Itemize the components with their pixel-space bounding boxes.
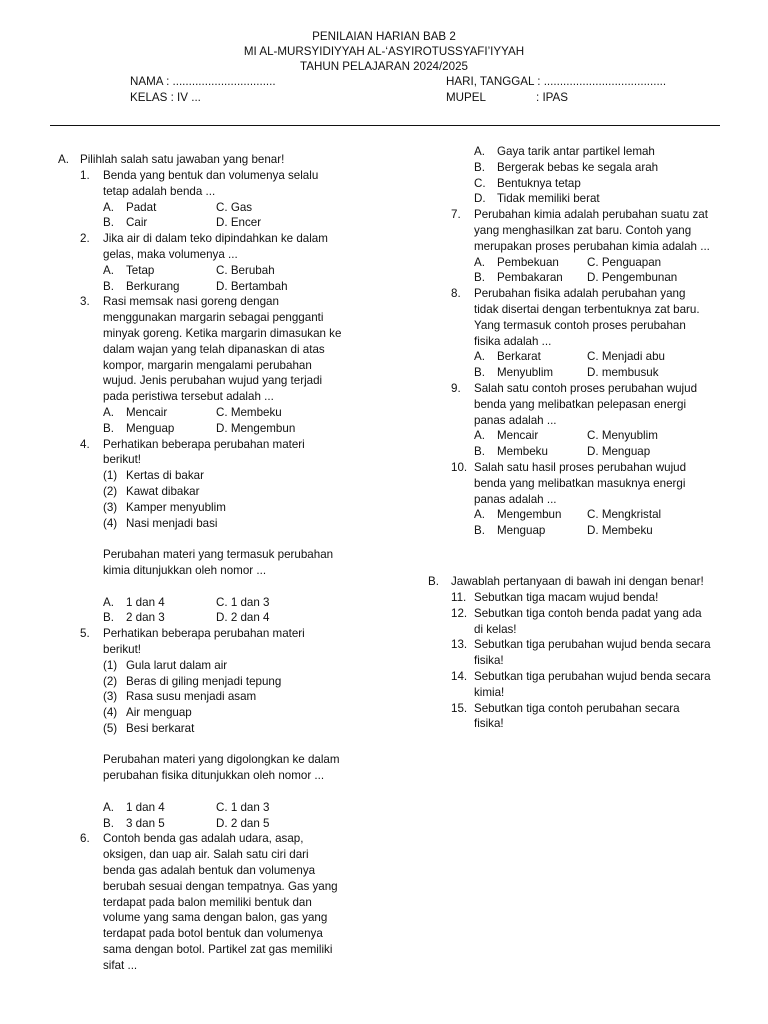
option-text: Cair xyxy=(126,216,148,230)
answer-option-row xyxy=(103,421,380,437)
question-q7 xyxy=(451,207,751,286)
question-text: Perhatikan beberapa perubahan materi xyxy=(103,437,305,451)
section-a-letter: A. xyxy=(58,153,69,166)
question-text-line xyxy=(80,942,380,958)
statement-item xyxy=(103,674,380,690)
spacer xyxy=(80,579,380,595)
option-text-right: C. Membeku xyxy=(216,405,282,419)
question-text-line xyxy=(451,302,751,318)
question-text: panas adalah ... xyxy=(474,492,557,506)
question-text-line xyxy=(451,334,751,350)
question-text-line xyxy=(451,476,751,492)
question-text: benda yang melibatkan masuknya energi xyxy=(474,476,686,490)
question-text: terdapat pada botol bentuk dan volumenya xyxy=(103,927,323,941)
question-text: berikut! xyxy=(103,453,142,467)
answer-option-row xyxy=(474,191,751,207)
option-letter: D. xyxy=(474,192,486,206)
question-prompt: Perubahan materi yang digolongkan ke dalam xyxy=(103,753,340,767)
option-letter: B. xyxy=(103,216,114,230)
statement-item xyxy=(103,484,380,500)
option-text-right: D. 2 dan 4 xyxy=(216,611,270,625)
question-text-line xyxy=(80,294,380,310)
option-text-right: D. Membeku xyxy=(587,524,653,538)
statement-number: (4) xyxy=(103,516,118,530)
question-text-line xyxy=(451,223,751,239)
question-text-line xyxy=(451,701,751,717)
section-b-letter: B. xyxy=(428,575,439,588)
header-divider xyxy=(50,125,720,126)
question-number: 3. xyxy=(80,295,90,309)
question-number: 13. xyxy=(451,638,468,652)
question-q2 xyxy=(80,231,380,294)
question-text-line xyxy=(451,413,751,429)
question-text: minyak goreng. Ketika margarin dimasukan ke xyxy=(103,326,342,340)
question-text: terdapat pada balon memiliki bentuk dan xyxy=(103,895,312,909)
question-number: 10. xyxy=(451,460,468,474)
statement-number: (1) xyxy=(103,469,118,483)
question-text: benda yang melibatkan pelepasan energi xyxy=(474,397,687,411)
answer-option-row xyxy=(103,200,380,216)
statement-number: (5) xyxy=(103,721,118,735)
question-prompt-line xyxy=(80,752,380,768)
statement-text: Kawat dibakar xyxy=(126,484,200,498)
question-text-line xyxy=(80,247,380,263)
question-text: oksigen, dan uap air. Salah satu ciri dari xyxy=(103,848,309,862)
question-text: Rasi memsak nasi goreng dengan xyxy=(103,295,279,309)
option-text-right: D. Menguap xyxy=(587,445,651,459)
question-q1 xyxy=(80,168,380,231)
question-q3 xyxy=(80,294,380,436)
statement-item xyxy=(103,689,380,705)
question-q15 xyxy=(451,701,751,733)
question-text-line xyxy=(80,168,380,184)
question-text: Perubahan fisika adalah perubahan yang xyxy=(474,287,686,301)
option-text-right: C. Menyublim xyxy=(587,429,658,443)
question-text-line xyxy=(80,910,380,926)
question-q13 xyxy=(451,637,751,669)
option-letter: A. xyxy=(474,145,485,158)
option-text-right: C. 1 dan 3 xyxy=(216,800,270,814)
question-text: yang menghasilkan zat baru. Contoh yang xyxy=(474,223,692,237)
answer-option-row xyxy=(474,507,751,523)
option-text-right: D. Mengembun xyxy=(216,421,296,435)
option-text-right: C. Penguapan xyxy=(587,255,662,269)
question-text-line xyxy=(80,342,380,358)
question-text-line xyxy=(80,958,380,974)
question-text-line xyxy=(80,926,380,942)
statement-text: Rasa susu menjadi asam xyxy=(126,690,257,704)
option-text: Menyublim xyxy=(497,366,554,380)
spacer xyxy=(80,737,380,753)
question-prompt: kimia ditunjukkan oleh nomor ... xyxy=(103,563,267,577)
question-text: Sebutkan tiga contoh benda padat yang ada xyxy=(474,606,702,620)
question-text-line xyxy=(451,492,751,508)
question-text-line xyxy=(451,460,751,476)
question-number: 6. xyxy=(80,832,90,846)
question-q4 xyxy=(80,437,380,627)
question-prompt: perubahan fisika ditunjukkan oleh nomor ... xyxy=(103,769,325,783)
question-text-line xyxy=(80,437,380,453)
question-text: fisika adalah ... xyxy=(474,334,552,348)
question-text: sifat ... xyxy=(103,958,138,972)
statement-text: Besi berkarat xyxy=(126,721,195,735)
answer-option-row xyxy=(103,816,380,832)
option-text-right: D. Pengembunan xyxy=(587,271,678,285)
question-text-line xyxy=(80,326,380,342)
statement-number: (2) xyxy=(103,484,118,498)
question-number: 9. xyxy=(451,381,461,395)
question-text-line xyxy=(80,452,380,468)
question-text-line xyxy=(80,184,380,200)
question-number: 8. xyxy=(451,287,461,301)
question-text-line xyxy=(80,389,380,405)
option-text-right: C. Mengkristal xyxy=(587,508,662,522)
option-text: 3 dan 5 xyxy=(126,816,165,830)
question-text-line xyxy=(451,669,751,685)
question-number: 4. xyxy=(80,437,90,451)
question-q9 xyxy=(451,381,751,460)
option-text-right: D. membusuk xyxy=(587,366,659,380)
question-text: di kelas! xyxy=(474,622,517,636)
answer-option-row xyxy=(103,263,380,279)
option-letter: B. xyxy=(474,445,485,459)
question-text-line xyxy=(80,358,380,374)
statement-text: Air menguap xyxy=(126,706,192,720)
question-text-line xyxy=(451,381,751,397)
statement-number: (1) xyxy=(103,658,118,672)
option-letter: A. xyxy=(103,595,114,609)
statement-item xyxy=(103,516,380,532)
question-text: Yang termasuk contoh proses perubahan xyxy=(474,318,686,332)
statement-number: (3) xyxy=(103,690,118,704)
question-text-line xyxy=(451,239,751,255)
option-letter: B. xyxy=(474,524,485,538)
statement-text: Kertas di bakar xyxy=(126,469,204,483)
answer-option-row xyxy=(474,428,751,444)
option-text: Bentuknya tetap xyxy=(497,176,581,190)
option-letter: C. xyxy=(474,176,486,190)
class-field: KELAS : IV ... xyxy=(130,91,201,104)
option-letter: A. xyxy=(474,508,485,522)
section-b-title: Jawablah pertanyaan di bawah ini dengan benar! xyxy=(451,575,704,588)
option-letter: B. xyxy=(103,279,114,293)
answer-option-row xyxy=(474,523,751,539)
question-number: 12. xyxy=(451,606,468,620)
statement-item xyxy=(103,500,380,516)
option-text: Bergerak bebas ke segala arah xyxy=(497,160,659,174)
question-text: panas adalah ... xyxy=(474,413,557,427)
option-letter: A. xyxy=(103,405,114,419)
answer-option-row xyxy=(474,160,751,176)
question-text-line xyxy=(80,373,380,389)
question-text: kompor, margarin mengalami perubahan xyxy=(103,358,312,372)
statement-text: Gula larut dalam air xyxy=(126,658,228,672)
question-q6 xyxy=(80,831,380,973)
question-text-line xyxy=(80,879,380,895)
left-column xyxy=(80,168,380,974)
question-text: benda gas adalah bentuk dan volumenya xyxy=(103,864,316,878)
question-text: Sebutkan tiga perubahan wujud benda secara xyxy=(474,638,711,652)
option-text: Mencair xyxy=(497,429,539,443)
question-text: berikut! xyxy=(103,642,142,656)
statement-item xyxy=(103,721,380,737)
option-text-right: D. Encer xyxy=(216,216,262,230)
date-field: HARI, TANGGAL : ...................................... xyxy=(446,75,667,88)
question-text-line xyxy=(80,231,380,247)
school-name: MI AL-MURSYIDIYYAH AL-‘ASYIROTUSSYAFI’IYYAH xyxy=(243,45,525,58)
question-text: sama dengan botol. Partikel zat gas memiliki xyxy=(103,943,333,957)
statement-number: (2) xyxy=(103,674,118,688)
option-letter: A. xyxy=(103,263,114,277)
option-letter: A. xyxy=(474,255,485,269)
question-q11 xyxy=(451,590,751,606)
question-text-line xyxy=(80,642,380,658)
option-letter: A. xyxy=(103,800,114,814)
option-text: Membeku xyxy=(497,445,548,459)
option-letter: A. xyxy=(103,200,114,214)
subject-value: : IPAS xyxy=(536,91,569,104)
option-text-right: C. 1 dan 3 xyxy=(216,595,270,609)
question-text-line xyxy=(451,716,751,732)
option-text-right: C. Gas xyxy=(216,200,253,214)
question-text-line xyxy=(451,207,751,223)
question-prompt-line xyxy=(80,563,380,579)
option-text: Berkurang xyxy=(126,279,180,293)
answer-option-row xyxy=(103,405,380,421)
question-text-line xyxy=(80,310,380,326)
exam-title: PENILAIAN HARIAN BAB 2 xyxy=(312,30,456,43)
option-letter: B. xyxy=(103,816,114,830)
answer-option-row xyxy=(103,610,380,626)
option-text: 2 dan 3 xyxy=(126,611,165,625)
option-text: Pembakaran xyxy=(497,271,563,285)
question-text-line xyxy=(451,397,751,413)
option-text: 1 dan 4 xyxy=(126,595,165,609)
answer-option-row xyxy=(474,365,751,381)
question-text: Perubahan kimia adalah perubahan suatu zat xyxy=(474,208,708,222)
option-text: 1 dan 4 xyxy=(126,800,165,814)
question-text-line xyxy=(80,831,380,847)
question-text: tidak disertai dengan terbentuknya zat baru. xyxy=(474,302,700,316)
question-number: 15. xyxy=(451,701,468,715)
option-text: Mengembun xyxy=(497,508,562,522)
answer-option-row xyxy=(474,444,751,460)
statement-number: (4) xyxy=(103,706,118,720)
option-letter: A. xyxy=(474,350,485,364)
statement-item xyxy=(103,658,380,674)
question-number: 11. xyxy=(451,591,467,604)
question-text: berubah sesuai dengan tempatnya. Gas yang xyxy=(103,879,338,893)
subject-label: MUPEL xyxy=(446,91,486,104)
question-text: Perhatikan beberapa perubahan materi xyxy=(103,627,305,641)
answer-option-row xyxy=(103,215,380,231)
question-text: volume yang sama dengan balon, gas yang xyxy=(103,911,328,925)
question-text: wujud. Jenis perubahan wujud yang terjadi xyxy=(103,374,323,388)
question-text-line xyxy=(80,626,380,642)
question-text: merupakan proses perubahan kimia adalah ... xyxy=(474,239,710,253)
question-text-line xyxy=(80,847,380,863)
option-letter: A. xyxy=(474,429,485,443)
answer-option-row xyxy=(103,595,380,611)
option-text-right: C. Berubah xyxy=(216,263,275,277)
question-text: Sebutkan tiga perubahan wujud benda secara xyxy=(474,669,711,683)
option-letter: B. xyxy=(474,160,485,174)
name-field: NAMA : ................................ xyxy=(130,75,276,88)
answer-option-row xyxy=(474,270,751,286)
question-number: 2. xyxy=(80,232,90,246)
option-text: Mencair xyxy=(126,405,168,419)
question-text: Sebutkan tiga macam wujud benda! xyxy=(474,591,659,604)
question-prompt-line xyxy=(80,547,380,563)
academic-year: TAHUN PELAJARAN 2024/2025 xyxy=(300,60,468,73)
statement-number: (3) xyxy=(103,500,118,514)
question-text: pada peristiwa tersebut adalah ... xyxy=(103,390,274,404)
question-text-line xyxy=(451,286,751,302)
question-prompt-line xyxy=(80,768,380,784)
question-number: 5. xyxy=(80,627,90,641)
answer-option-row xyxy=(103,279,380,295)
option-text: Menguap xyxy=(497,524,546,538)
right-column xyxy=(451,144,751,539)
option-letter: B. xyxy=(474,366,485,380)
question-text-line xyxy=(80,895,380,911)
spacer xyxy=(80,531,380,547)
question-number: 14. xyxy=(451,669,468,683)
option-text: Gaya tarik antar partikel lemah xyxy=(497,145,655,158)
option-text: Tetap xyxy=(126,263,155,277)
question-text: menggunakan margarin sebagai pengganti xyxy=(103,311,324,325)
question-text: dalam wajan yang telah dipanaskan di atas xyxy=(103,342,325,356)
option-letter: B. xyxy=(103,611,114,625)
question-text: gelas, maka volumenya ... xyxy=(103,247,238,261)
question-text: Salah satu hasil proses perubahan wujud xyxy=(474,460,687,474)
spacer xyxy=(80,784,380,800)
statement-text: Nasi menjadi basi xyxy=(126,516,218,530)
option-text-right: D. 2 dan 5 xyxy=(216,816,270,830)
question-text: Sebutkan tiga contoh perubahan secara xyxy=(474,701,680,715)
question-q12 xyxy=(451,606,751,638)
statement-item xyxy=(103,705,380,721)
question-text-line xyxy=(451,318,751,334)
statement-text: Kamper menyublim xyxy=(126,500,226,514)
question-text: Benda yang bentuk dan volumenya selalu xyxy=(103,169,319,182)
section-b-questions xyxy=(451,590,751,732)
answer-option-row xyxy=(474,255,751,271)
question-text: Jika air di dalam teko dipindahkan ke dalam xyxy=(103,232,328,246)
answer-option-row xyxy=(103,800,380,816)
question-text-line xyxy=(451,653,751,669)
question-text-line xyxy=(451,622,751,638)
question-text-line xyxy=(451,685,751,701)
option-text: Berkarat xyxy=(497,350,541,364)
option-text: Menguap xyxy=(126,421,175,435)
option-text: Pembekuan xyxy=(497,255,559,269)
question-text-line xyxy=(80,863,380,879)
section-a-title: Pilihlah salah satu jawaban yang benar! xyxy=(80,153,285,166)
option-text-right: D. Bertambah xyxy=(216,279,288,293)
question-number: 7. xyxy=(451,208,461,222)
answer-option-row xyxy=(474,349,751,365)
question-text: Contoh benda gas adalah udara, asap, xyxy=(103,832,304,846)
question-q14 xyxy=(451,669,751,701)
answer-option-row xyxy=(474,144,751,160)
question-text-line xyxy=(451,590,751,606)
question-q8 xyxy=(451,286,751,381)
answer-option-row xyxy=(474,176,751,192)
question-prompt: Perubahan materi yang termasuk perubahan xyxy=(103,548,334,562)
option-letter: B. xyxy=(474,271,485,285)
question-q10 xyxy=(451,460,751,539)
question-text: Salah satu contoh proses perubahan wujud xyxy=(474,381,698,395)
question-text: fisika! xyxy=(474,654,504,668)
question-q5 xyxy=(80,626,380,831)
question-text: tetap adalah benda ... xyxy=(103,184,216,198)
statement-text: Beras di giling menjadi tepung xyxy=(126,674,282,688)
question-text: kimia! xyxy=(474,685,505,699)
question-text: fisika! xyxy=(474,717,504,731)
question-text-line xyxy=(451,606,751,622)
question-number: 1. xyxy=(80,169,90,182)
statement-item xyxy=(103,468,380,484)
option-letter: B. xyxy=(103,421,114,435)
question-text-line xyxy=(451,637,751,653)
option-text: Tidak memiliki berat xyxy=(497,192,600,206)
option-text-right: C. Menjadi abu xyxy=(587,350,665,364)
option-text: Padat xyxy=(126,200,157,214)
